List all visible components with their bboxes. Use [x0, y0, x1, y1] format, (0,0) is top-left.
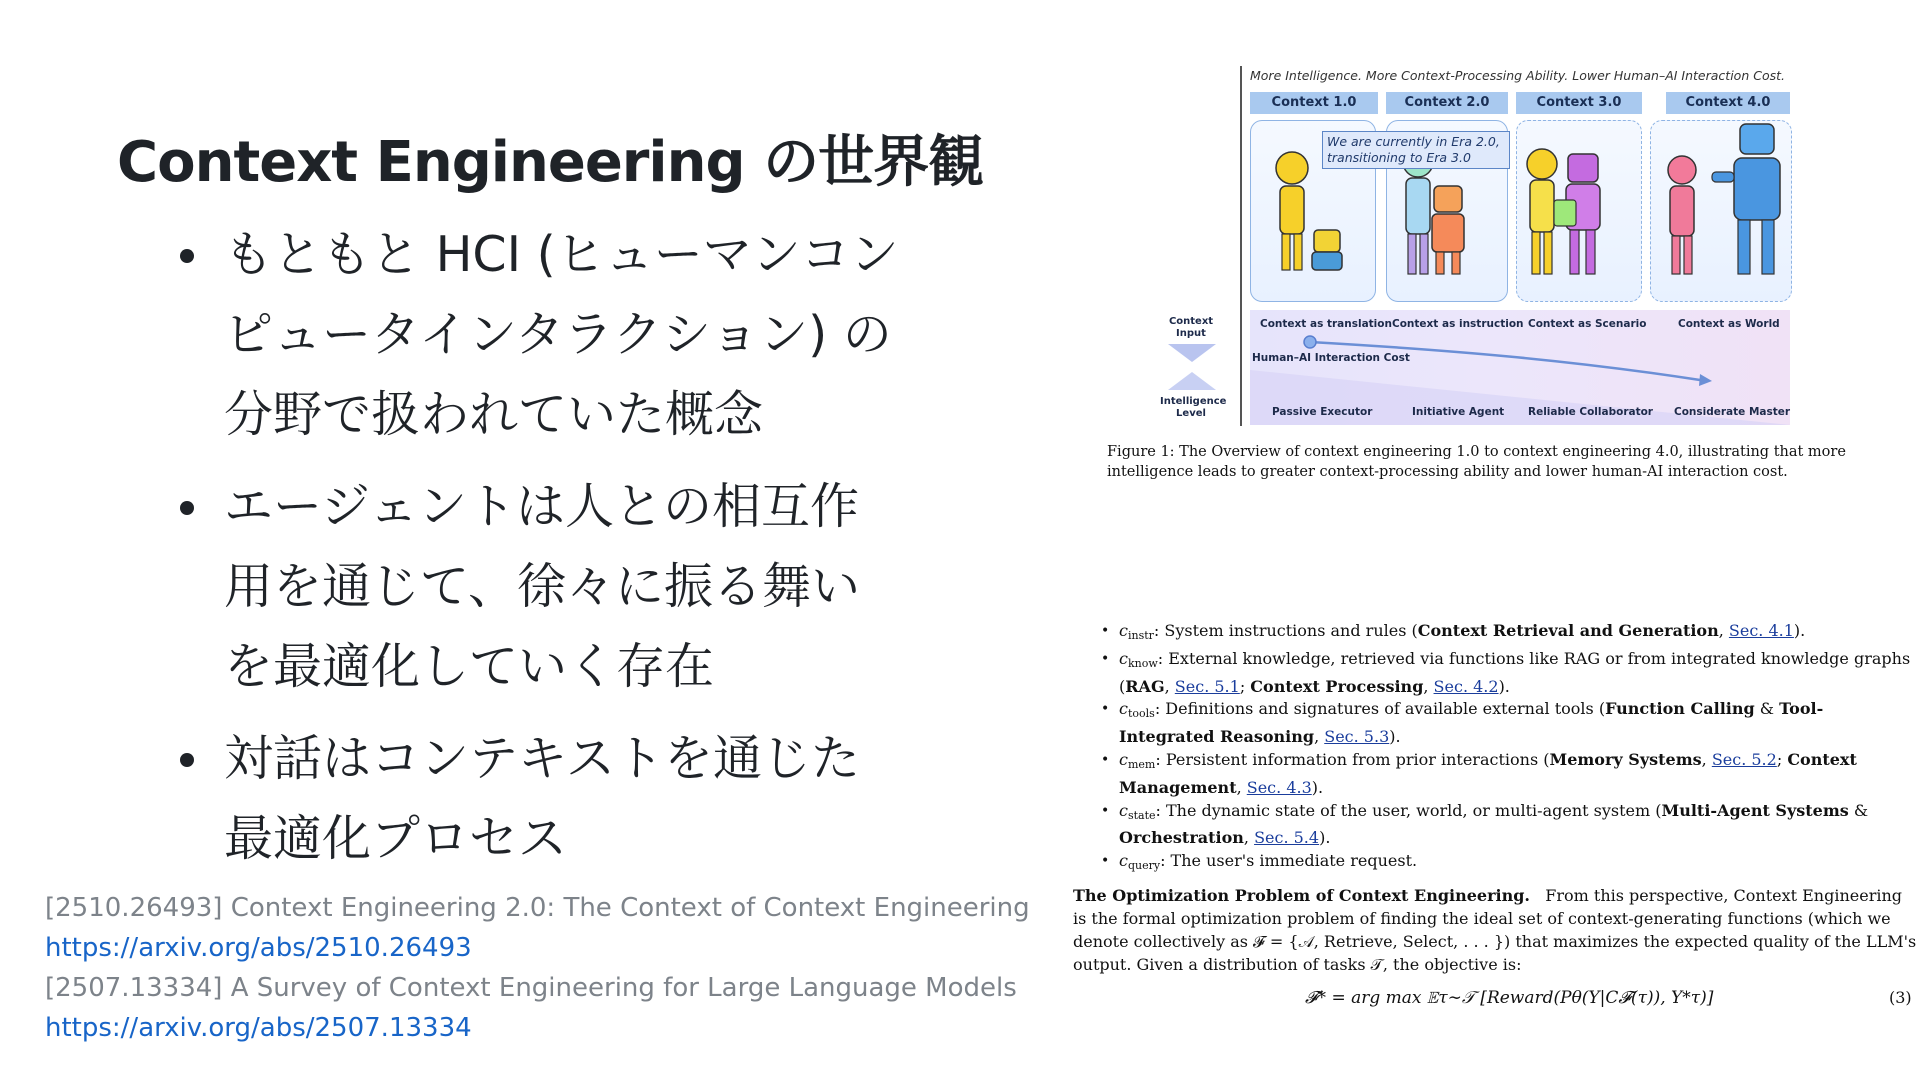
- bullet-item: [178, 467, 958, 707]
- bullet-line: ピュータインタラクション) の: [224, 306, 892, 363]
- section-link[interactable]: Sec. 5.4: [1254, 828, 1320, 848]
- intelligence-level-label: Passive Executor: [1272, 406, 1373, 418]
- objective-equation: 𝓕* = arg max 𝔼τ∼𝒯 [Reward(Pθ(Y|C𝓕(τ)), Y*τ)]: [1305, 988, 1714, 1008]
- reference-title: [2510.26493] Context Engineering 2.0: The Context of Context Engineering: [45, 893, 1030, 923]
- list-item: • $c_{instr}$: System instructions and rules (Context Retrieval and Generation, Sec. 4.1).: [1101, 621, 1806, 642]
- robot-icon: [1432, 186, 1464, 274]
- robot-icon: [1554, 154, 1600, 274]
- list-item: • $c_{query}$: The user's immediate request.: [1101, 851, 1418, 873]
- section-link[interactable]: Sec. 5.2: [1711, 749, 1777, 769]
- bullet-line: 分野で扱われていた概念: [224, 386, 764, 443]
- section-link[interactable]: Sec. 4.2: [1433, 676, 1499, 696]
- figure-header: More Intelligence. More Context-Processing Ability. Lower Human–AI Interaction Cost.: [1250, 68, 1785, 83]
- context-input-label: Context Input: [1168, 316, 1214, 339]
- bullet-dot-icon: [180, 501, 194, 515]
- era-header: Context 2.0: [1386, 92, 1508, 114]
- context-type-label: Context as Scenario: [1528, 318, 1647, 330]
- intelligence-level-label: Initiative Agent: [1412, 406, 1505, 418]
- person-icon: [1276, 152, 1308, 270]
- reference-link[interactable]: https://arxiv.org/abs/2507.13334: [45, 1013, 472, 1043]
- intelligence-level-side-label: Intelligence Level: [1160, 396, 1227, 419]
- optimization-paragraph: [1073, 884, 1917, 976]
- figure-divider: [1240, 66, 1242, 426]
- paragraph-body: From this perspective, Context Engineering is the formal optimization problem of finding the ideal set of context-generating functions (which we denote collectively as 𝓕 = {𝒜, Retrieve, Select, . . . }) that maximizes the expected quality of the LLM's output. Given a distribution of tasks 𝒯, the objective is:: [1073, 886, 1917, 974]
- list-item: • $c_{mem}$: Persistent information from prior interactions (Memory Systems, Sec. 5.2; Context Management, Sec. 4.3).: [1101, 749, 1857, 797]
- era-header: Context 3.0: [1516, 92, 1642, 114]
- person-icon: [1668, 156, 1696, 274]
- component-list: [1073, 620, 1917, 878]
- bullet-item: [178, 719, 958, 879]
- context-type-label: Context as World: [1678, 318, 1780, 330]
- section-link[interactable]: Sec. 5.3: [1324, 727, 1390, 747]
- bullet-line: エージェントは人との相互作: [224, 478, 860, 535]
- person-icon: [1527, 149, 1557, 274]
- intelligence-level-label: Reliable Collaborator: [1528, 406, 1653, 418]
- section-link[interactable]: Sec. 4.1: [1728, 621, 1794, 640]
- bullet-line: を最適化していく存在: [224, 638, 715, 695]
- down-arrow-icon: [1168, 344, 1216, 362]
- section-link[interactable]: Sec. 4.3: [1246, 777, 1312, 797]
- reference-link[interactable]: https://arxiv.org/abs/2510.26493: [45, 933, 472, 963]
- references: [45, 888, 1030, 1048]
- section-link[interactable]: Sec. 5.1: [1174, 676, 1240, 696]
- era-header: Context 4.0: [1666, 92, 1790, 114]
- bullet-line: 最適化プロセス: [224, 810, 568, 867]
- era-callout: We are currently in Era 2.0, transitioning to Era 3.0: [1322, 131, 1510, 169]
- era-header: Context 1.0: [1250, 92, 1378, 114]
- context-type-label: Context as instruction: [1392, 318, 1524, 330]
- robot-icon: [1712, 124, 1780, 274]
- list-item: • $c_{know}$: External knowledge, retrieved via functions like RAG or from integrated knowledge graphs (RAG, Sec. 5.1; Context Processing, Sec. 4.2).: [1101, 648, 1911, 696]
- overview-figure: [1160, 60, 1800, 430]
- equation-number: (3): [1889, 988, 1912, 1007]
- bullet-line: 対話はコンテキストを通じた: [224, 730, 861, 787]
- bullet-item: [178, 215, 958, 455]
- bullet-dot-icon: [180, 753, 194, 767]
- bullet-dot-icon: [180, 249, 194, 263]
- context-type-label: Context as translation: [1260, 318, 1392, 330]
- robot-icon: [1312, 230, 1342, 270]
- reference-title: [2507.13334] A Survey of Context Engineering for Large Language Models: [45, 973, 1017, 1003]
- up-arrow-icon: [1168, 372, 1216, 390]
- figure-caption: Figure 1: The Overview of context engineering 1.0 to context engineering 4.0, illustrating that more intelligence leads to greater context-processing ability and lower human-AI interaction cost.: [1107, 444, 1846, 480]
- list-item: • $c_{state}$: The dynamic state of the user, world, or multi-agent system (Multi-Agent Systems & Orchestration, Sec. 5.4).: [1101, 800, 1869, 848]
- bullet-line: 用を通じて、徐々に振る舞い: [224, 558, 861, 615]
- intelligence-level-label: Considerate Master: [1674, 406, 1791, 418]
- bullet-list: [178, 215, 958, 891]
- bullet-line: もともと HCI (ヒューマンコン: [224, 226, 899, 283]
- list-item: • $c_{tools}$: Definitions and signatures of available external tools (Function Calling & Tool-Integrated Reasoning, Sec. 5.3).: [1101, 699, 1824, 747]
- paragraph-heading: The Optimization Problem of Context Engineering.: [1073, 886, 1530, 905]
- interaction-cost-label: Human–AI Interaction Cost: [1252, 352, 1410, 364]
- slide-title: Context Engineering の世界観: [117, 130, 984, 195]
